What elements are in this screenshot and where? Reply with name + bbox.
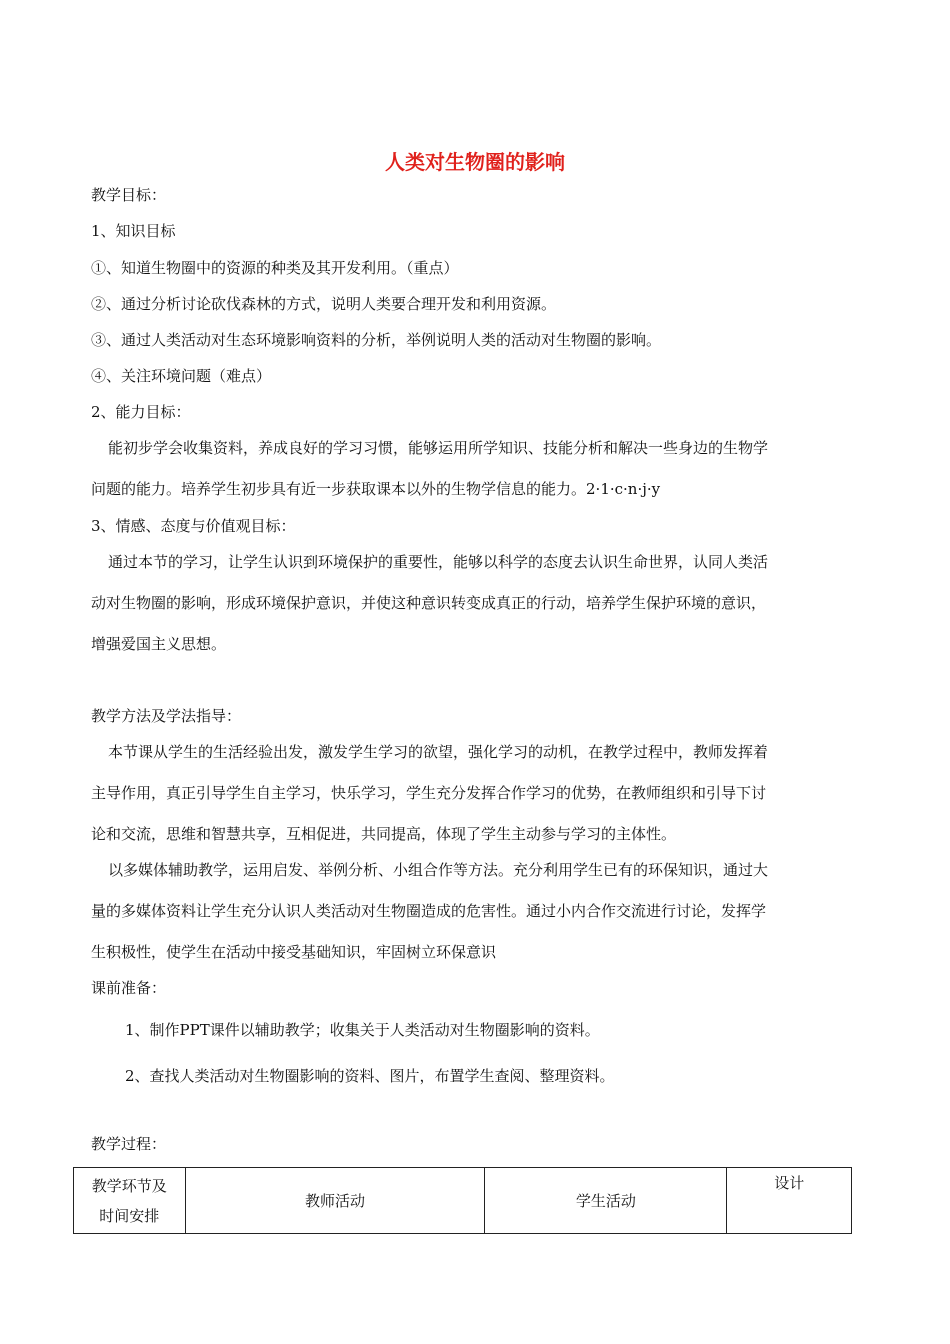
knowledge-item-4: ④、关注环境问题（难点）: [91, 367, 272, 385]
teaching-process-table: [73, 1167, 852, 1234]
table-header-stage-line: 教学环节及: [91, 1176, 167, 1195]
prep-item-2: 2、查找人类活动对生物圈影响的资料、图片，布置学生查阅、整理资料。: [125, 1067, 615, 1085]
table-header-stage: [74, 1168, 186, 1234]
ability-heading: 2、能力目标：: [91, 403, 191, 421]
prep-heading: 课前准备：: [91, 979, 167, 997]
method-paragraph-line: 论和交流，思维和智慧共享，互相促进，共同提高，体现了学生主动参与学习的主体性。: [91, 825, 677, 843]
ability-paragraph-line: 问题的能力。培养学生初步具有近一步获取课本以外的生物学信息的能力。2·1·c·n·j·y: [91, 480, 661, 498]
table-header-teacher: 教师活动: [185, 1168, 485, 1234]
method-heading: 教学方法及学法指导：: [91, 707, 242, 725]
method-paragraph-line: 本节课从学生的生活经验出发，激发学生学习的欲望，强化学习的动机，在教学过程中，教师发挥着: [108, 743, 769, 761]
process-heading: 教学过程：: [91, 1135, 167, 1153]
knowledge-item-3: ③、通过人类活动对生态环境影响资料的分析，举例说明人类的活动对生物圈的影响。: [91, 331, 662, 349]
method-paragraph-line: 量的多媒体资料让学生充分认识人类活动对生物圈造成的危害性。通过小内合作交流进行讨论，发挥学: [91, 902, 767, 920]
prep-item-1: 1、制作PPT课件以辅助教学；收集关于人类活动对生物圈影响的资料。: [125, 1021, 600, 1039]
knowledge-item-2: ②、通过分析讨论砍伐森林的方式，说明人类要合理开发和利用资源。: [91, 295, 557, 313]
emotion-paragraph-line: 增强爱国主义思想。: [91, 635, 227, 653]
table-header-row: [74, 1168, 852, 1234]
knowledge-item-1: ①、知道生物圈中的资源的种类及其开发利用。（重点）: [91, 259, 459, 277]
document-title: 人类对生物圈的影响: [385, 150, 565, 174]
table-header-design: 设计: [727, 1168, 852, 1234]
table-header-student: 学生活动: [485, 1168, 727, 1234]
method-paragraph-line: 以多媒体辅助教学，运用启发、举例分析、小组合作等方法。充分利用学生已有的环保知识，通过大: [108, 861, 769, 879]
method-paragraph-line: 生积极性，使学生在活动中接受基础知识，牢固树立环保意识: [91, 943, 497, 961]
method-paragraph-line: 主导作用，真正引导学生自主学习，快乐学习，学生充分发挥合作学习的优势，在教师组织和引导下讨: [91, 784, 767, 802]
emotion-paragraph-line: 通过本节的学习，让学生认识到环境保护的重要性，能够以科学的态度去认识生命世界，认同人类活: [108, 553, 769, 571]
ability-paragraph-line: 能初步学会收集资料，养成良好的学习习惯，能够运用所学知识、技能分析和解决一些身边的生物学: [108, 439, 769, 457]
emotion-heading: 3、情感、态度与价值观目标：: [91, 517, 296, 535]
table-header-stage-line: 时间安排: [99, 1206, 160, 1225]
goals-heading: 教学目标：: [91, 186, 167, 204]
emotion-paragraph-line: 动对生物圈的影响，形成环境保护意识，并使这种意识转变成真正的行动，培养学生保护环境的意识，: [91, 594, 767, 612]
knowledge-heading: 1、知识目标: [91, 222, 176, 240]
